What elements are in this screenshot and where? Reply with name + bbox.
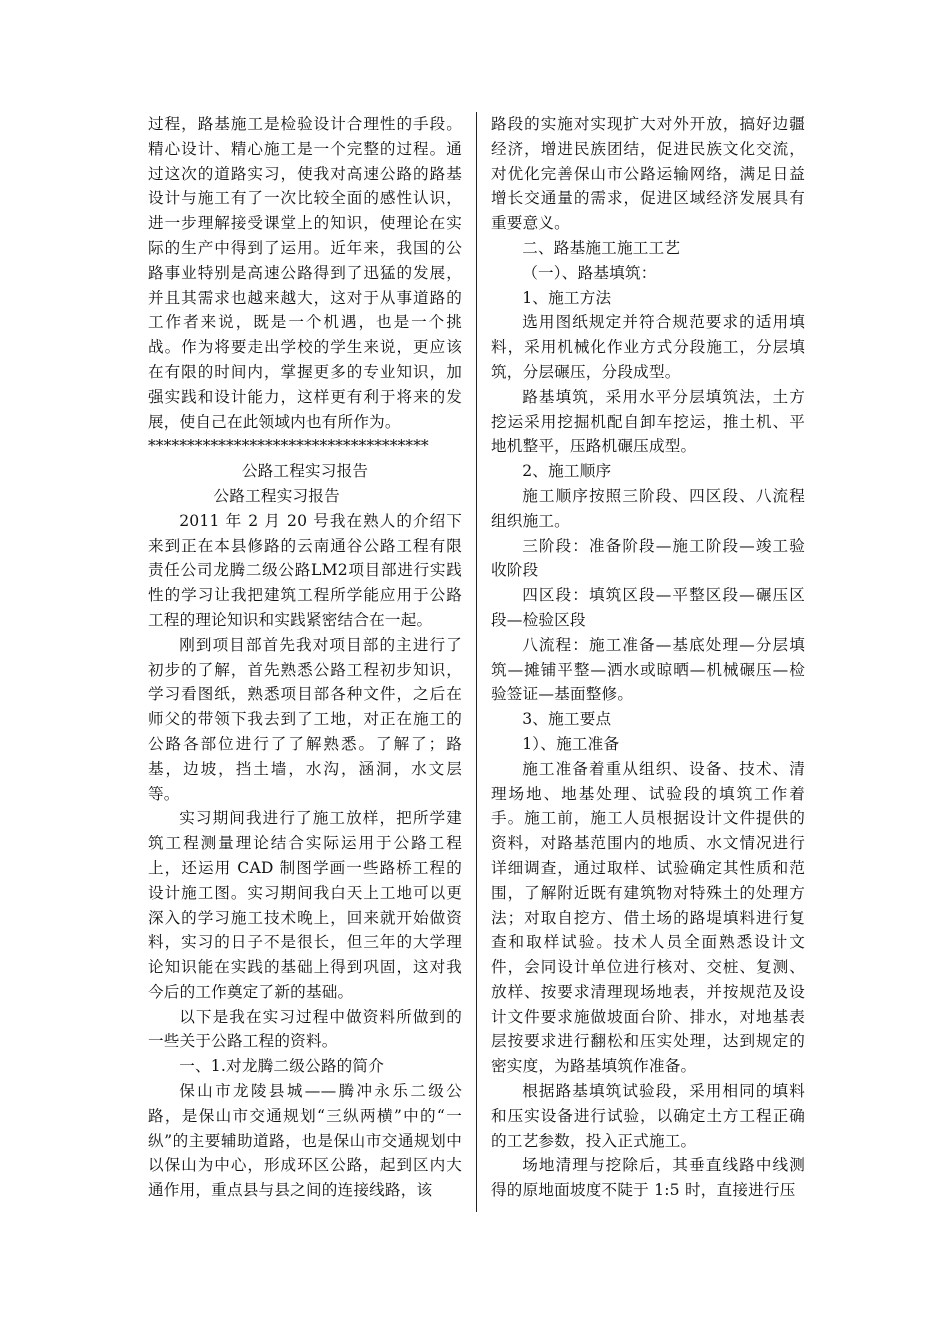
right-paragraph-2: 选用图纸规定并符合规范要求的适用填料，采用机械化作业方式分段施工，分层填筑，分层碾压，分段成型。 [491,313,805,381]
left-paragraph-5: 以下是我在实习过程中做资料所做到的一些关于公路工程的资料。 [148,1007,462,1051]
heading-construction-method: 1、施工方法 [522,288,612,307]
column-divider [476,112,477,1212]
report-title: 公路工程实习报告 [241,462,369,481]
right-paragraph-4: 施工顺序按照三阶段、四区段、八流程组织施工。 [491,486,805,530]
section-heading-1: 一、1.对龙腾二级公路的简介 [179,1057,384,1076]
left-paragraph-6: 保山市龙陵县城——腾冲永乐二级公路，是保山市交通规划“三纵两横”中的“一纵”的主要辅助道路，也是保山市交通规划中以保山为中心，形成环区公路，起到区内大通作用，重点县与县之间的连接线路，该 [148,1082,462,1200]
heading-construction-order: 2、施工顺序 [522,462,612,481]
left-paragraph-1: 过程，路基施工是检验设计合理性的手段。精心设计、精心施工是一个完整的过程。通过这次的道路实习，使我对高速公路的路基设计与施工有了一次比较全面的感性认识，进一步理解接受课堂上的知识，使理论在实际的生产中得到了运用。近年来，我国的公路事业特别是高速公路得到了迅猛的发展，并且其需求也越来越大，这对于从事道路的工作者来说，既是一个机遇，也是一个挑战。作为将要走出学校的学生来说，更应该在有限的时间内，掌握更多的专业知识，加强实践和设计能力，这样更有利于将来的发展，使自己在此领域内也有所作为。 [148,115,462,431]
right-paragraph-5: 三阶段：准备阶段—施工阶段—竣工验收阶段 [491,536,805,580]
left-paragraph-3: 刚到项目部首先我对项目部的主进行了初步的了解，首先熟悉公路工程初步知识，学习看图纸，熟悉项目部各种文件，之后在师父的带领下我去到了工地，对正在施工的公路各部位进行了了解熟悉。了解了；路基，边坡，挡土墙，水沟，涵洞，水文层等。 [148,635,462,803]
subsection-heading-fill: （一）、路基填筑： [522,263,657,282]
right-paragraph-6: 四区段：填筑区段—平整区段—碾压区段—检验区段 [491,586,805,629]
right-column [491,112,805,1203]
left-paragraph-2: 2011 年 2 月 20 号我在熟人的介绍下来到正在本县修路的云南通谷公路工程有限责任公司龙腾二级公路LM2项目部进行实践性的学习让我把建筑工程所学能应用于公路工程的理论知识和实践紧密结合在一起。 [148,511,462,629]
heading-key-points: 3、施工要点 [522,710,612,729]
separator-line: ************************************ [148,437,429,456]
report-subtitle: 公路工程实习报告 [213,486,340,505]
left-column [148,112,462,1203]
right-paragraph-1: 路段的实施对实现扩大对外开放，搞好边疆经济，增进民族团结，促进民族文化交流，对优化完善保山市公路运输网络，满足日益增长交通量的需求，促进区域经济发展具有重要意义。 [491,115,805,233]
heading-preparation: 1）、施工准备 [522,734,620,753]
right-paragraph-3: 路基填筑，采用水平分层填筑法，土方挖运采用挖掘机配自卸车挖运，推土机、平地机整平，压路机碾压成型。 [491,387,805,456]
left-paragraph-4: 实习期间我进行了施工放样，把所学建筑工程测量理论结合实际运用于公路工程上，还运用 CAD 制图学画一些路桥工程的设计施工图。实习期间我白天上工地可以更深入的学习施工技术晚上，回来就开始做资料，实习的日子不是很长，但三年的大学理论知识能在实践的基础上得到巩固，这对我今后的工作奠定了新的基础。 [148,809,462,1001]
right-paragraph-8: 施工准备着重从组织、设备、技术、清理场地、地基处理、试验段的填筑工作着手。施工前，施工人员根据设计文件提供的资料，对路基范围内的地质、水文情况进行详细调查，通过取样、试验确定其性质和范围，了解附近既有建筑物对特殊土的处理方法；对取自挖方、借土场的路堤填料进行复查和取样试验。技术人员全面熟悉设计文件，会同设计单位进行核对、交桩、复测、放样、按要求清理现场地表，并按规范及设计文件要求施做坡面台阶、排水，对地基表层按要求进行翻松和压实处理，达到规定的密实度，为路基填筑作准备。 [491,759,805,1076]
right-paragraph-9: 根据路基填筑试验段，采用相同的填料和压实设备进行试验，以确定土方工程正确的工艺参数，投入正式施工。 [491,1082,805,1150]
right-paragraph-10: 场地清理与挖除后，其垂直线路中线测得的原地面坡度不陡于 1:5 时，直接进行压 [491,1156,805,1200]
right-paragraph-7: 八流程：施工准备—基底处理—分层填筑—摊铺平整—洒水或晾晒—机械碾压—检验签证—基面整修。 [491,635,805,704]
section-heading-2: 二、路基施工施工工艺 [522,238,681,257]
